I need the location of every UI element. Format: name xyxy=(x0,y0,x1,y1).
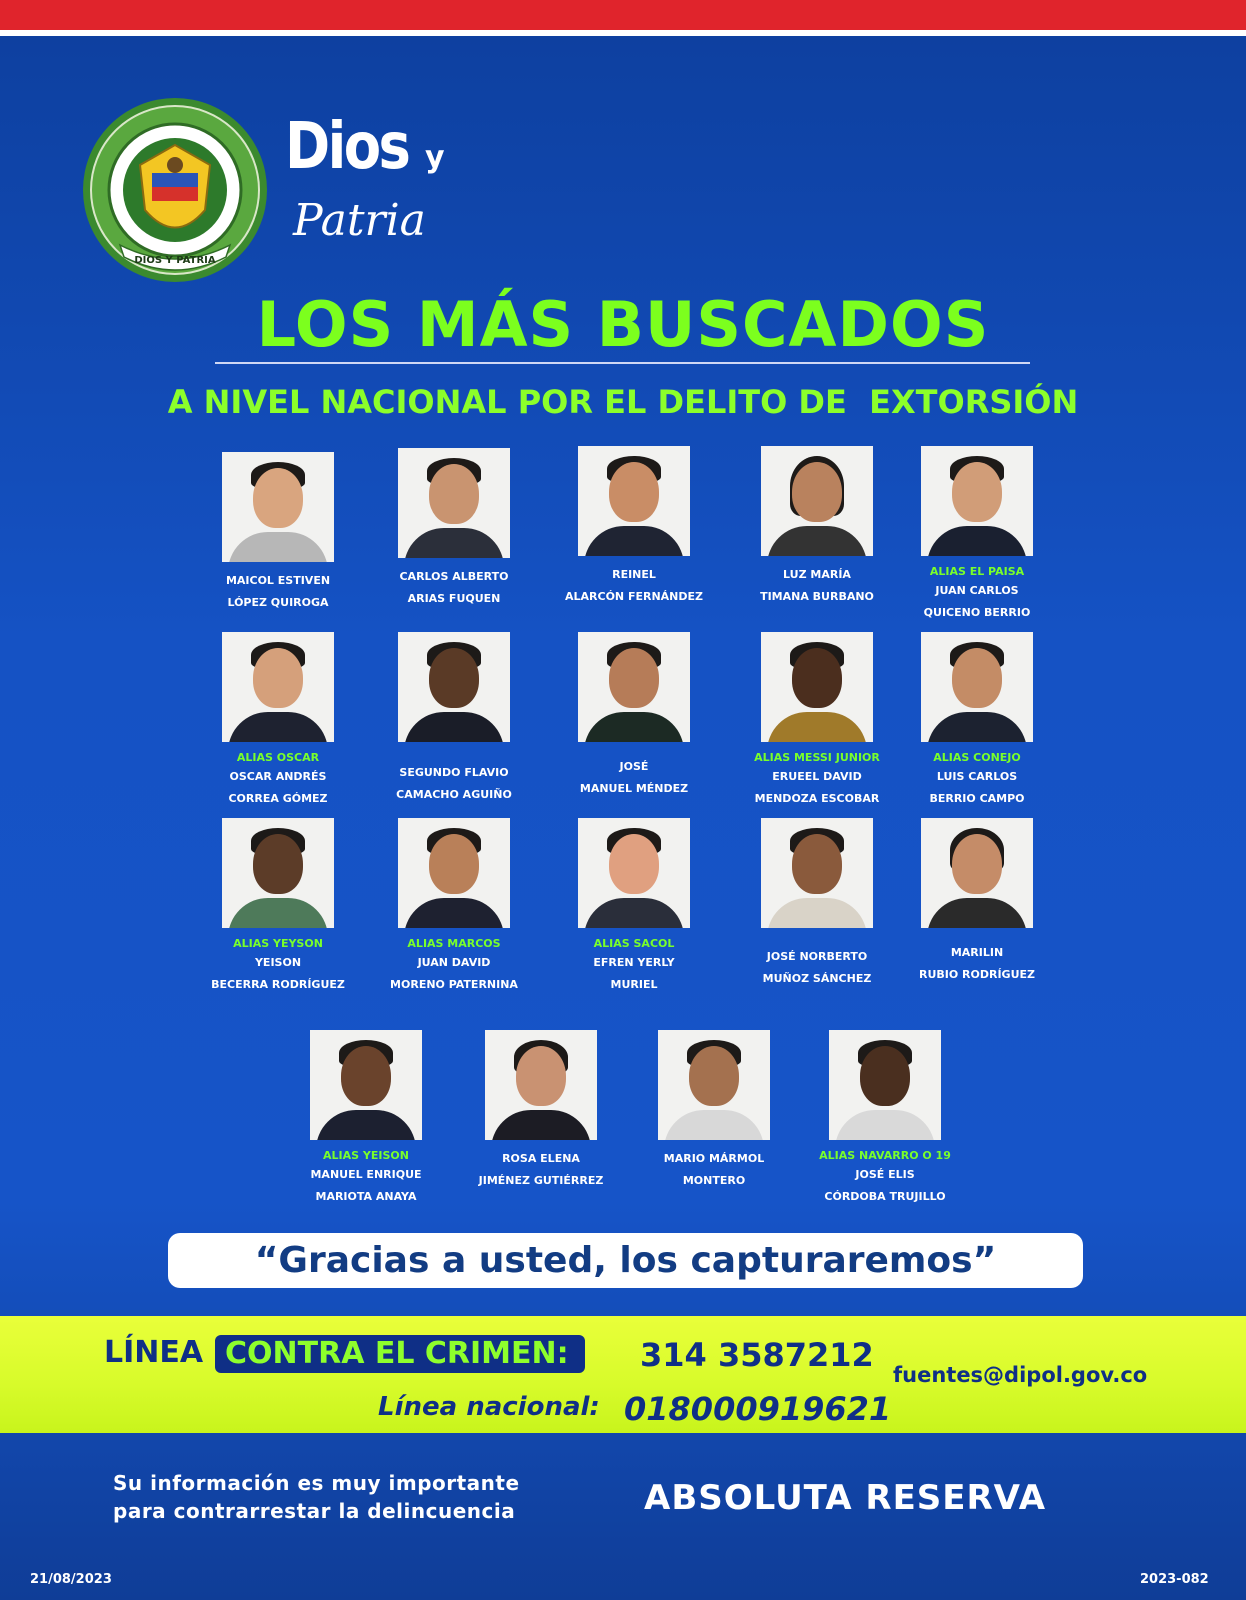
info-line-1: Su información es muy importante xyxy=(113,1471,520,1495)
person-name-line1: CARLOS ALBERTO xyxy=(399,570,509,583)
person-name-line1: MAICOL ESTIVEN xyxy=(225,574,331,587)
person-name-line2: ALARCÓN FERNÁNDEZ xyxy=(564,590,703,603)
person-name-line1: JUAN CARLOS xyxy=(935,584,1019,597)
person-name-line1: JOSÉ NORBERTO xyxy=(766,950,868,963)
person-alias: ALIAS YEISON xyxy=(323,1149,409,1162)
person-alias: ALIAS YEYSON xyxy=(233,937,323,950)
info-message xyxy=(113,1469,520,1525)
wanted-person xyxy=(539,446,729,608)
wanted-person xyxy=(183,452,373,614)
wanted-person xyxy=(359,632,549,806)
person-name-line1: REINEL xyxy=(612,568,656,581)
thanks-message-banner: “Gracias a usted, los capturaremos” xyxy=(168,1233,1083,1288)
person-name-line2: BERRIO CAMPO xyxy=(929,792,1025,805)
person-name-line1: MARILIN xyxy=(950,946,1004,959)
person-name-line1: EFREN YERLY xyxy=(593,956,675,969)
person-name-line2: JIMÉNEZ GUTIÉRREZ xyxy=(478,1174,604,1187)
wanted-person xyxy=(446,1030,636,1192)
mugshot-photo xyxy=(222,632,334,742)
person-name-line2: CORREA GÓMEZ xyxy=(228,792,328,805)
dios-y-patria-motto xyxy=(285,110,475,260)
person-name-line2: MANUEL MÉNDEZ xyxy=(579,782,689,795)
person-alias: ALIAS OSCAR xyxy=(236,751,320,764)
person-alias: ALIAS SACOL xyxy=(593,937,675,950)
person-name-line2: MENDOZA ESCOBAR xyxy=(754,792,880,805)
person-alias: ALIAS NAVARRO O 19 xyxy=(819,1149,951,1162)
mugshot-photo xyxy=(578,632,690,742)
contra-el-crimen-label: CONTRA EL CRIMEN: xyxy=(215,1335,585,1373)
mugshot-photo xyxy=(310,1030,422,1140)
top-red-bar xyxy=(0,0,1246,30)
person-name-line1: SEGUNDO FLAVIO xyxy=(399,766,509,779)
mugshot-photo xyxy=(658,1030,770,1140)
person-name-line2: ARIAS FUQUEN xyxy=(407,592,501,605)
person-name-line2: MORENO PATERNINA xyxy=(390,978,518,991)
svg-text:DIOS Y PATRIA: DIOS Y PATRIA xyxy=(134,255,216,266)
mugshot-photo xyxy=(485,1030,597,1140)
person-name-line1: MANUEL ENRIQUE xyxy=(310,1168,422,1181)
wanted-person xyxy=(183,632,373,810)
mugshot-photo xyxy=(921,632,1033,742)
person-name-line2: LÓPEZ QUIROGA xyxy=(227,596,329,609)
person-alias: ALIAS MESSI JUNIOR xyxy=(754,751,880,764)
mugshot-photo xyxy=(222,818,334,928)
publication-date: 21/08/2023 xyxy=(30,1572,112,1587)
mugshot-photo xyxy=(829,1030,941,1140)
person-name-line1: JUAN DAVID xyxy=(417,956,491,969)
person-name-line1: JOSÉ ELIS xyxy=(855,1168,915,1181)
mugshot-photo xyxy=(578,818,690,928)
person-alias: ALIAS EL PAISA xyxy=(929,565,1025,578)
wanted-person xyxy=(539,632,729,800)
wanted-person xyxy=(359,448,549,610)
person-name-line2: MARIOTA ANAYA xyxy=(315,1190,417,1203)
person-name-line2: CÓRDOBA TRUJILLO xyxy=(824,1190,946,1203)
mugshot-photo xyxy=(398,632,510,742)
national-line-number[interactable]: 018000919621 xyxy=(624,1390,892,1428)
title-underline xyxy=(215,362,1030,364)
person-name-line2: MURIEL xyxy=(610,978,658,991)
wanted-person xyxy=(183,818,373,996)
national-line-label: Línea nacional: xyxy=(378,1392,600,1422)
person-name-line1: LUIS CARLOS xyxy=(936,770,1018,783)
person-name-line2: CAMACHO AGUIÑO xyxy=(396,788,512,801)
motto-y: y xyxy=(425,140,445,175)
contact-email-link[interactable]: fuentes@dipol.gov.co xyxy=(893,1363,1148,1387)
mugshot-photo xyxy=(921,818,1033,928)
person-name-line2: TIMANA BURBANO xyxy=(760,590,874,603)
wanted-person xyxy=(790,1030,980,1208)
person-name-line1: YEISON xyxy=(254,956,302,969)
person-name-line1: LUZ MARÍA xyxy=(783,568,851,581)
person-name-line2: QUICENO BERRIO xyxy=(923,606,1031,619)
person-name-line2: MUÑOZ SÁNCHEZ xyxy=(762,972,872,985)
motto-patria: Patria xyxy=(293,195,426,246)
police-emblem-logo xyxy=(80,95,270,285)
mugshot-photo xyxy=(761,632,873,742)
mugshot-photo xyxy=(222,452,334,562)
poster-code: 2023-082 xyxy=(1140,1572,1209,1587)
person-name-line1: ERUEEL DAVID xyxy=(772,770,862,783)
person-name-line2: BECERRA RODRÍGUEZ xyxy=(211,978,345,991)
person-alias: ALIAS MARCOS xyxy=(407,937,501,950)
person-alias: ALIAS CONEJO xyxy=(933,751,1021,764)
wanted-person xyxy=(882,632,1072,810)
motto-dios: Dios xyxy=(285,110,409,184)
person-name-line1: MARIO MÁRMOL xyxy=(663,1152,765,1165)
poster-title: LOS MÁS BUSCADOS xyxy=(256,288,990,361)
mugshot-photo xyxy=(761,446,873,556)
mugshot-photo xyxy=(398,818,510,928)
wanted-person xyxy=(271,1030,461,1208)
person-name-line2: RUBIO RODRÍGUEZ xyxy=(918,968,1036,981)
person-name-line1: OSCAR ANDRÉS xyxy=(229,770,327,783)
person-name-line1: JOSÉ xyxy=(619,760,649,773)
top-white-line xyxy=(0,30,1246,36)
poster-subtitle: A NIVEL NACIONAL POR EL DELITO DE EXTORSIÓN xyxy=(167,383,1079,421)
wanted-person xyxy=(359,818,549,996)
wanted-person xyxy=(882,818,1072,986)
mugshot-photo xyxy=(398,448,510,558)
mugshot-photo xyxy=(578,446,690,556)
hotline-phone-number[interactable]: 314 3587212 xyxy=(640,1336,874,1374)
wanted-person xyxy=(882,446,1072,624)
wanted-person xyxy=(619,1030,809,1192)
absoluta-reserva-text: ABSOLUTA RESERVA xyxy=(644,1478,1047,1518)
mugshot-photo xyxy=(761,818,873,928)
mugshot-photo xyxy=(921,446,1033,556)
linea-label: LÍNEA xyxy=(104,1335,204,1370)
person-name-line2: MONTERO xyxy=(682,1174,746,1187)
info-line-2: para contrarrestar la delincuencia xyxy=(113,1499,516,1523)
person-name-line1: ROSA ELENA xyxy=(502,1152,580,1165)
wanted-person xyxy=(539,818,729,996)
